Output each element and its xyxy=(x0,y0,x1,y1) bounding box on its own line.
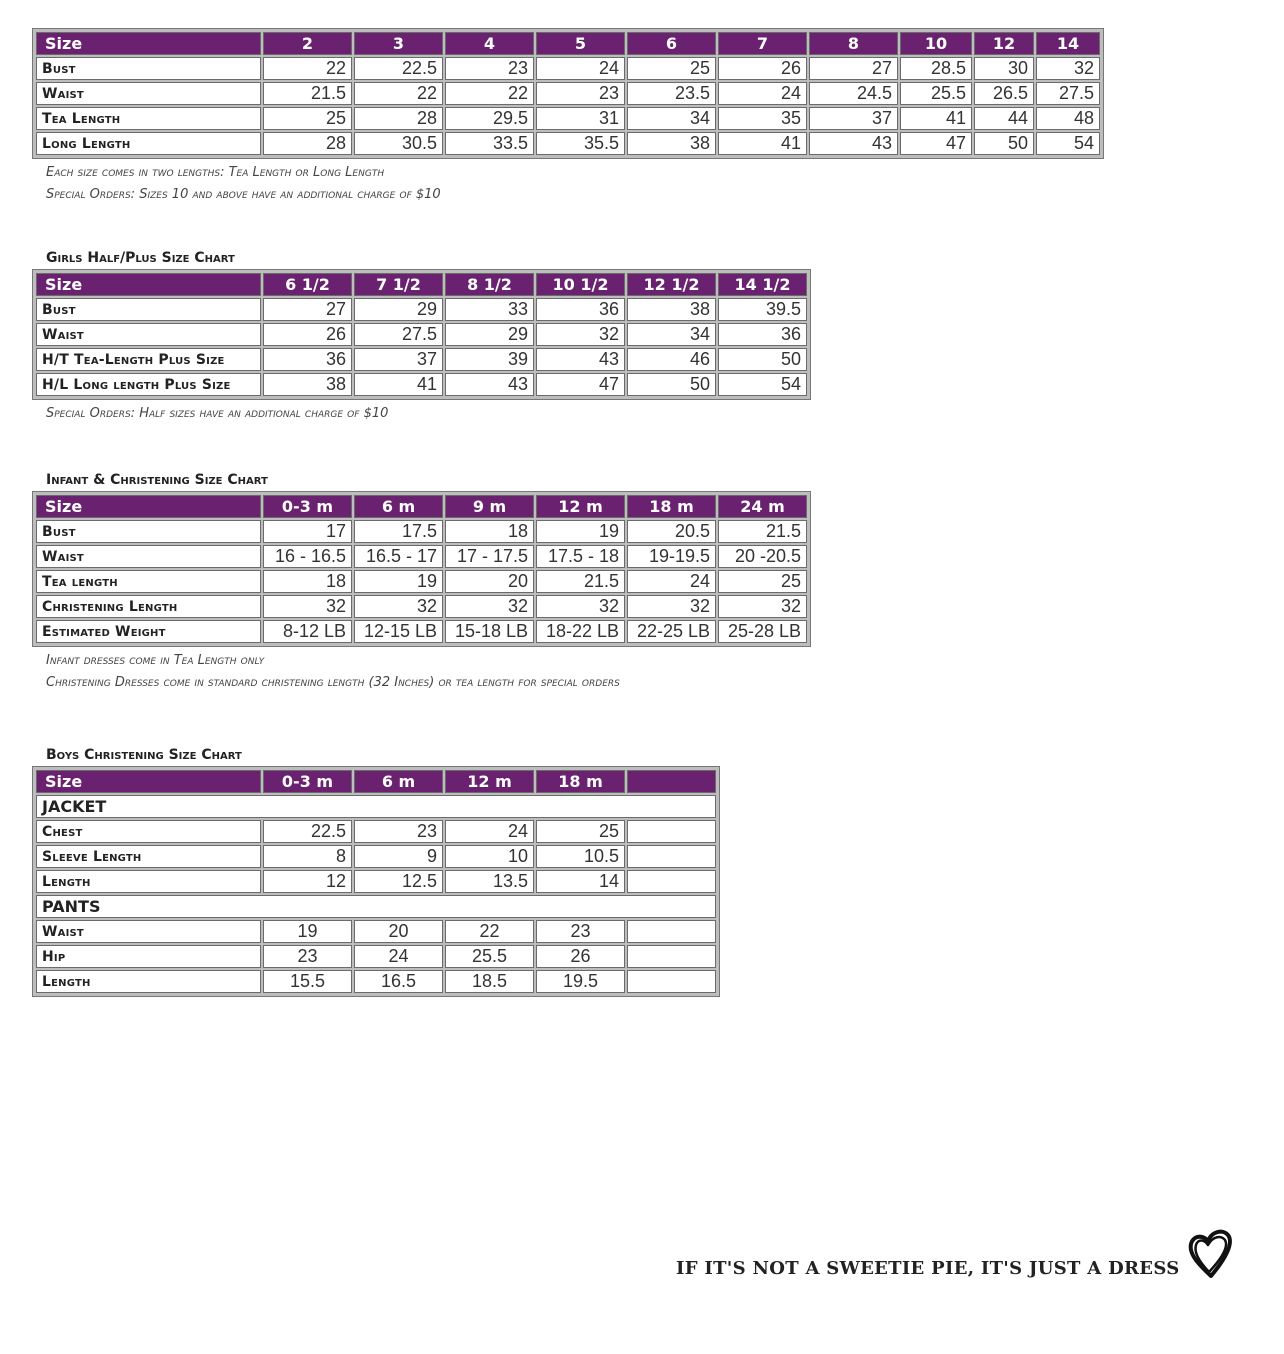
header-cell: 3 xyxy=(354,32,443,55)
header-cell: 6 m xyxy=(354,495,443,518)
table-row xyxy=(36,348,807,371)
table-cell: 32 xyxy=(718,595,807,618)
table-cell: 25.5 xyxy=(900,82,972,105)
row-label: Bust xyxy=(36,520,261,543)
table-cell: 21.5 xyxy=(718,520,807,543)
table-row xyxy=(36,820,716,843)
table-cell xyxy=(627,845,716,868)
row-label: Waist xyxy=(36,82,261,105)
row-label: Bust xyxy=(36,57,261,80)
table-cell: 22 xyxy=(445,920,534,943)
row-label: Hip xyxy=(36,945,261,968)
table-cell: 22 xyxy=(445,82,534,105)
table-cell: 39.5 xyxy=(718,298,807,321)
table-cell: 24 xyxy=(536,57,625,80)
table-cell: 50 xyxy=(718,348,807,371)
table-cell: 15-18 LB xyxy=(445,620,534,643)
table-cell: 23 xyxy=(445,57,534,80)
table-row xyxy=(36,298,807,321)
table-cell: 12-15 LB xyxy=(354,620,443,643)
half-plus-chart-section xyxy=(32,250,811,425)
half-plus-size-chart xyxy=(32,269,811,400)
table-cell: 22.5 xyxy=(263,820,352,843)
row-label: Waist xyxy=(36,920,261,943)
header-cell: 12 xyxy=(974,32,1034,55)
header-cell: 9 m xyxy=(445,495,534,518)
row-label: Tea length xyxy=(36,570,261,593)
table-cell: 23.5 xyxy=(627,82,716,105)
table-cell: 25 xyxy=(263,107,352,130)
table-row xyxy=(36,595,807,618)
table-cell: 12.5 xyxy=(354,870,443,893)
table-cell xyxy=(627,870,716,893)
table-cell: 17.5 - 18 xyxy=(536,545,625,568)
table-cell: 47 xyxy=(536,373,625,396)
table-cell: 22.5 xyxy=(354,57,443,80)
table-cell: 19 xyxy=(354,570,443,593)
header-cell: 6 xyxy=(627,32,716,55)
row-label: Sleeve Length xyxy=(36,845,261,868)
header-cell: 4 xyxy=(445,32,534,55)
footer-tagline: IF IT'S NOT A SWEETIE PIE, IT'S JUST A DRESS xyxy=(676,1258,1180,1279)
header-cell: 10 1/2 xyxy=(536,273,625,296)
table-row xyxy=(36,620,807,643)
section-row xyxy=(36,895,716,918)
table-row xyxy=(36,57,1100,80)
table-cell: 30 xyxy=(974,57,1034,80)
table-cell: 20 xyxy=(445,570,534,593)
section-title: Boys Christening Size Chart xyxy=(46,747,242,763)
header-cell: 0-3 m xyxy=(263,495,352,518)
table-cell: 10.5 xyxy=(536,845,625,868)
table-cell: 16.5 - 17 xyxy=(354,545,443,568)
row-label: H/T Tea-Length Plus Size xyxy=(36,348,261,371)
table-cell: 25-28 LB xyxy=(718,620,807,643)
table-cell: 24 xyxy=(718,82,807,105)
table-cell: 21.5 xyxy=(263,82,352,105)
header-cell: 12 1/2 xyxy=(627,273,716,296)
table-cell: 18 xyxy=(263,570,352,593)
table-cell: 17.5 xyxy=(354,520,443,543)
table-cell: 19.5 xyxy=(536,970,625,993)
table-cell: 23 xyxy=(263,945,352,968)
header-cell: 5 xyxy=(536,32,625,55)
table-row xyxy=(36,107,1100,130)
table-cell: 25 xyxy=(536,820,625,843)
table-row xyxy=(36,945,716,968)
table-cell: 36 xyxy=(718,323,807,346)
note-line: Each size comes in two lengths: Tea Length or Long Length xyxy=(46,165,385,180)
table-cell: 12 xyxy=(263,870,352,893)
boys-size-chart xyxy=(32,766,720,997)
note-line: Special Orders: Half sizes have an additional charge of $10 xyxy=(46,406,389,421)
table-cell: 29 xyxy=(354,298,443,321)
table-cell xyxy=(627,920,716,943)
table-cell: 18 xyxy=(445,520,534,543)
table-cell: 17 - 17.5 xyxy=(445,545,534,568)
heart-icon xyxy=(1186,1226,1236,1282)
note-line: Infant dresses come in Tea Length only xyxy=(46,653,265,668)
header-cell: 14 1/2 xyxy=(718,273,807,296)
table-row xyxy=(36,323,807,346)
table-cell: 43 xyxy=(445,373,534,396)
table-cell: 8-12 LB xyxy=(263,620,352,643)
table-row xyxy=(36,373,807,396)
table-cell: 24.5 xyxy=(809,82,898,105)
table-cell: 29.5 xyxy=(445,107,534,130)
table-cell: 32 xyxy=(354,595,443,618)
header-cell: 24 m xyxy=(718,495,807,518)
table-cell: 16 - 16.5 xyxy=(263,545,352,568)
header-row xyxy=(36,495,807,518)
section-label-jacket: JACKET xyxy=(36,795,716,818)
table-cell: 19-19.5 xyxy=(627,545,716,568)
table-cell: 50 xyxy=(974,132,1034,155)
table-cell: 20 -20.5 xyxy=(718,545,807,568)
table-cell: 26 xyxy=(536,945,625,968)
table-cell: 27 xyxy=(263,298,352,321)
table-cell: 39 xyxy=(445,348,534,371)
table-cell: 25.5 xyxy=(445,945,534,968)
table-cell: 33 xyxy=(445,298,534,321)
table-cell: 21.5 xyxy=(536,570,625,593)
header-cell: Size xyxy=(36,495,261,518)
table-cell: 26 xyxy=(263,323,352,346)
table-cell: 27.5 xyxy=(1036,82,1100,105)
header-cell: Size xyxy=(36,32,261,55)
table-cell: 43 xyxy=(809,132,898,155)
row-label: Long Length xyxy=(36,132,261,155)
table-cell: 41 xyxy=(900,107,972,130)
header-cell: 6 m xyxy=(354,770,443,793)
row-label: H/L Long length Plus Size xyxy=(36,373,261,396)
table-cell: 32 xyxy=(445,595,534,618)
table-cell: 35.5 xyxy=(536,132,625,155)
header-cell: 0-3 m xyxy=(263,770,352,793)
table-cell: 18-22 LB xyxy=(536,620,625,643)
chart-note xyxy=(46,403,811,425)
table-cell: 31 xyxy=(536,107,625,130)
table-cell: 38 xyxy=(627,132,716,155)
infant-size-chart xyxy=(32,491,811,647)
header-cell: Size xyxy=(36,273,261,296)
header-cell: 10 xyxy=(900,32,972,55)
row-label: Tea Length xyxy=(36,107,261,130)
note-line: Special Orders: Sizes 10 and above have an additional charge of $10 xyxy=(46,187,441,202)
table-cell: 43 xyxy=(536,348,625,371)
table-cell: 38 xyxy=(627,298,716,321)
infant-chart-section xyxy=(32,472,811,694)
boys-chart-section xyxy=(32,747,720,997)
header-cell: 18 m xyxy=(536,770,625,793)
table-cell: 32 xyxy=(1036,57,1100,80)
table-cell: 34 xyxy=(627,107,716,130)
header-row xyxy=(36,770,716,793)
table-cell: 32 xyxy=(536,323,625,346)
table-cell: 25 xyxy=(718,570,807,593)
row-label: Chest xyxy=(36,820,261,843)
header-cell xyxy=(627,770,716,793)
table-cell: 24 xyxy=(445,820,534,843)
table-cell: 22-25 LB xyxy=(627,620,716,643)
header-cell: 7 xyxy=(718,32,807,55)
table-row xyxy=(36,545,807,568)
table-cell xyxy=(627,820,716,843)
table-cell: 23 xyxy=(354,820,443,843)
table-cell: 20 xyxy=(354,920,443,943)
section-title: Girls Half/Plus Size Chart xyxy=(46,250,235,266)
table-cell: 29 xyxy=(445,323,534,346)
header-cell: 6 1/2 xyxy=(263,273,352,296)
table-cell: 8 xyxy=(263,845,352,868)
chart-note xyxy=(46,650,811,694)
header-cell: 12 m xyxy=(536,495,625,518)
table-cell: 54 xyxy=(1036,132,1100,155)
header-cell: 2 xyxy=(263,32,352,55)
table-cell xyxy=(627,970,716,993)
header-cell: 8 1/2 xyxy=(445,273,534,296)
table-cell: 28 xyxy=(354,107,443,130)
row-label: Length xyxy=(36,970,261,993)
table-cell: 35 xyxy=(718,107,807,130)
table-cell: 23 xyxy=(536,82,625,105)
row-label: Christening Length xyxy=(36,595,261,618)
table-cell: 27 xyxy=(809,57,898,80)
table-cell: 13.5 xyxy=(445,870,534,893)
table-cell: 19 xyxy=(536,520,625,543)
table-row xyxy=(36,570,807,593)
row-label: Waist xyxy=(36,545,261,568)
header-cell: 7 1/2 xyxy=(354,273,443,296)
section-row xyxy=(36,795,716,818)
table-cell: 25 xyxy=(627,57,716,80)
table-cell: 22 xyxy=(354,82,443,105)
table-cell: 33.5 xyxy=(445,132,534,155)
table-cell: 36 xyxy=(263,348,352,371)
table-cell: 23 xyxy=(536,920,625,943)
row-label: Waist xyxy=(36,323,261,346)
table-cell: 9 xyxy=(354,845,443,868)
section-title: Infant & Christening Size Chart xyxy=(46,472,268,488)
header-cell: Size xyxy=(36,770,261,793)
table-cell: 37 xyxy=(354,348,443,371)
header-row xyxy=(36,32,1100,55)
table-cell: 26 xyxy=(718,57,807,80)
table-cell: 37 xyxy=(809,107,898,130)
main-size-chart-section xyxy=(32,28,1104,206)
table-cell: 54 xyxy=(718,373,807,396)
table-cell: 19 xyxy=(263,920,352,943)
table-cell: 15.5 xyxy=(263,970,352,993)
header-cell: 8 xyxy=(809,32,898,55)
table-cell: 20.5 xyxy=(627,520,716,543)
table-row xyxy=(36,520,807,543)
table-row xyxy=(36,920,716,943)
row-label: Bust xyxy=(36,298,261,321)
table-cell: 24 xyxy=(354,945,443,968)
section-label-pants: PANTS xyxy=(36,895,716,918)
table-cell: 50 xyxy=(627,373,716,396)
table-cell: 28 xyxy=(263,132,352,155)
header-cell: 18 m xyxy=(627,495,716,518)
note-line: Christening Dresses come in standard christening length (32 Inches) or tea length for special orders xyxy=(46,675,620,690)
table-cell: 26.5 xyxy=(974,82,1034,105)
table-row xyxy=(36,845,716,868)
table-cell: 48 xyxy=(1036,107,1100,130)
header-cell: 14 xyxy=(1036,32,1100,55)
chart-note xyxy=(46,162,1104,206)
table-cell: 41 xyxy=(354,373,443,396)
table-cell: 32 xyxy=(536,595,625,618)
header-row xyxy=(36,273,807,296)
table-cell: 46 xyxy=(627,348,716,371)
table-row xyxy=(36,82,1100,105)
table-row xyxy=(36,132,1100,155)
table-cell: 22 xyxy=(263,57,352,80)
row-label: Estimated Weight xyxy=(36,620,261,643)
table-cell: 18.5 xyxy=(445,970,534,993)
table-cell: 34 xyxy=(627,323,716,346)
table-cell: 47 xyxy=(900,132,972,155)
table-cell: 44 xyxy=(974,107,1034,130)
table-cell: 32 xyxy=(627,595,716,618)
table-cell: 17 xyxy=(263,520,352,543)
table-cell: 41 xyxy=(718,132,807,155)
table-cell: 38 xyxy=(263,373,352,396)
main-size-chart xyxy=(32,28,1104,159)
table-cell: 10 xyxy=(445,845,534,868)
table-cell: 16.5 xyxy=(354,970,443,993)
table-cell: 30.5 xyxy=(354,132,443,155)
table-cell: 28.5 xyxy=(900,57,972,80)
table-cell: 27.5 xyxy=(354,323,443,346)
table-cell: 14 xyxy=(536,870,625,893)
row-label: Length xyxy=(36,870,261,893)
table-cell: 36 xyxy=(536,298,625,321)
header-cell: 12 m xyxy=(445,770,534,793)
table-row xyxy=(36,970,716,993)
table-cell xyxy=(627,945,716,968)
table-cell: 24 xyxy=(627,570,716,593)
table-cell: 32 xyxy=(263,595,352,618)
table-row xyxy=(36,870,716,893)
